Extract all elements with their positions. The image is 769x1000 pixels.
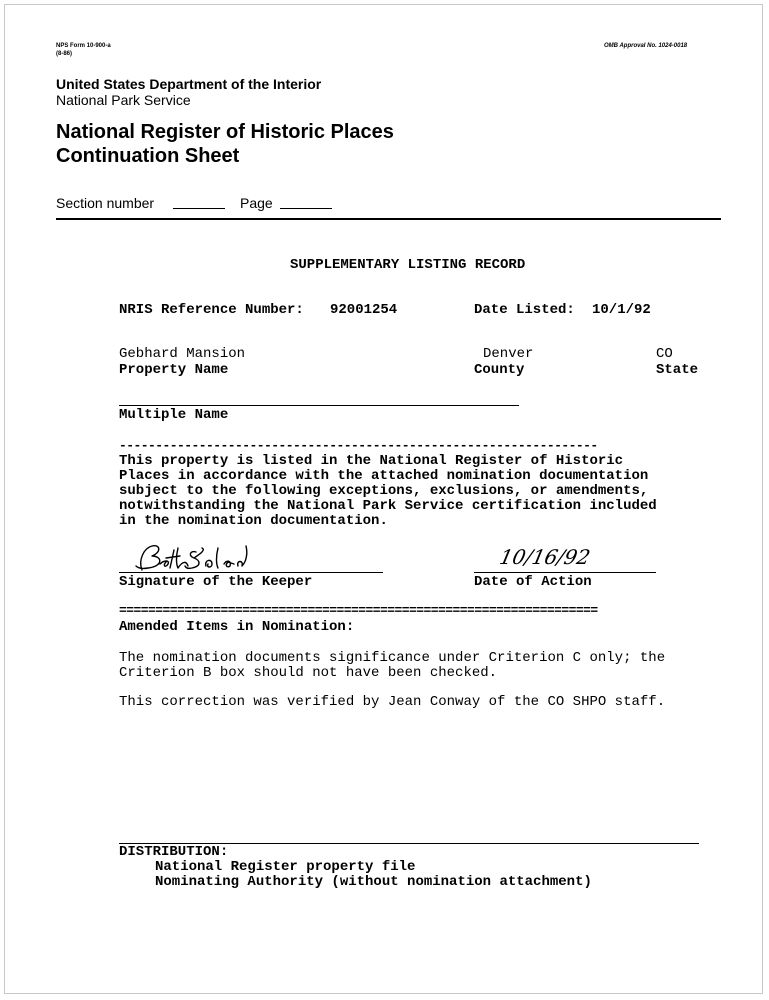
distribution-item: Nominating Authority (without nomination attachment) [155, 874, 592, 890]
signature-label: Signature of the Keeper [119, 574, 313, 590]
date-of-action-label: Date of Action [474, 574, 592, 590]
nris-value: 92001254 [330, 302, 398, 318]
header-divider [56, 218, 721, 220]
state-label: State [656, 362, 699, 378]
statement-line-2: Places in accordance with the attached nomination documentation [119, 468, 649, 484]
verification-text: This correction was verified by Jean Conway of the CO SHPO staff. [119, 694, 666, 710]
keeper-signature [130, 542, 270, 574]
action-date-line [474, 572, 656, 573]
amended-text-line-2: Criterion B box should not have been checked. [119, 665, 498, 681]
distribution-item: National Register property file [155, 859, 416, 875]
statement-line-5: in the nomination documentation. [119, 513, 388, 529]
dashed-separator: ------------------------------------------------------------------ [119, 438, 598, 453]
section-number-label: Section number [56, 195, 155, 211]
keeper-signature-text [0, 0, 1, 1]
form-date: (8-86) [56, 51, 73, 57]
property-name-label: Property Name [119, 362, 229, 378]
nris-label: NRIS Reference Number: [119, 302, 304, 318]
service-name: National Park Service [56, 92, 191, 108]
property-name-value: Gebhard Mansion [119, 346, 246, 362]
form-subtitle: Continuation Sheet [56, 145, 240, 167]
page-blank [280, 208, 332, 209]
distribution-heading: DISTRIBUTION: [119, 844, 229, 860]
statement-line-1: This property is listed in the National Register of Historic [119, 453, 624, 469]
form-number: NPS Form 10-900-a [56, 43, 111, 49]
multiple-name-label: Multiple Name [119, 407, 229, 423]
multiple-name-blank [119, 405, 519, 406]
action-date-handwritten: 10/16/92 [497, 545, 593, 569]
amended-text-line-1: The nomination documents significance under Criterion C only; the [119, 650, 666, 666]
state-value: CO [656, 346, 673, 362]
amended-heading: Amended Items in Nomination: [119, 619, 355, 635]
date-listed-value: 10/1/92 [592, 302, 651, 318]
county-label: County [474, 362, 525, 378]
form-title: National Register of Historic Places [56, 121, 394, 143]
department-name: United States Department of the Interior [56, 76, 322, 92]
date-listed-label: Date Listed: [474, 302, 575, 318]
page-label: Page [240, 195, 273, 211]
section-number-blank [173, 208, 225, 209]
omb-approval: OMB Approval No. 1024-0018 [604, 43, 688, 49]
double-separator: ================================================================== [119, 603, 598, 618]
statement-line-4: notwithstanding the National Park Service certification included [119, 498, 657, 514]
signature-line [119, 572, 383, 573]
statement-line-3: subject to the following exceptions, exclusions, or amendments, [119, 483, 649, 499]
county-value: Denver [483, 346, 534, 362]
record-heading: SUPPLEMENTARY LISTING RECORD [290, 257, 526, 273]
